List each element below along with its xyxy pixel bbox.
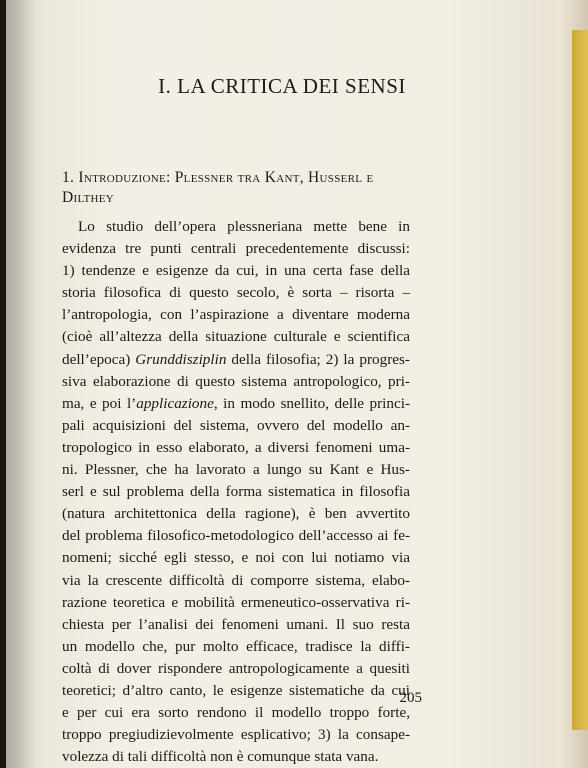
- section-title-line-2: Dilthey: [62, 189, 114, 206]
- section-title-line-1: 1. Introduzione: Plessner tra Kant, Husserl e: [62, 169, 374, 186]
- text-line: un modello che, pur molto efficace, tradisce la diffi-: [62, 637, 410, 655]
- text-line: nomeni; sicché egli stesso, e noi con lui notiamo via: [62, 549, 410, 567]
- text-line: via la crescente difficoltà di comporre sistema, elabo-: [62, 571, 410, 589]
- book-page: [6, 0, 556, 768]
- text-line: razione teoretica e mobilità ermeneutico-osservativa ri-: [62, 593, 410, 611]
- body-paragraph: [62, 216, 410, 768]
- text-line: evidenza tre punti centrali precedentemente discussi:: [62, 240, 410, 258]
- section-title: [62, 168, 407, 208]
- text-line: chiesta per l’analisi dei fenomeni umani. Il suo resta: [62, 615, 410, 633]
- text-line: l’antropologia, con l’aspirazione a diventare moderna: [62, 306, 410, 324]
- text-line: teoretici; d’altro canto, le esigenze sistematiche da cui: [62, 681, 410, 699]
- italic-term: applicazione: [136, 394, 214, 412]
- text-line: del problema filosofico-metodologico dell’accesso ai fe-: [62, 527, 410, 545]
- gutter-shadow: [8, 0, 38, 768]
- text-line: coltà di dover rispondere antropologicamente a quesiti: [62, 659, 410, 677]
- chapter-title: I. LA CRITICA DEI SENSI: [158, 74, 406, 98]
- text-line: tropologico in esso elaborato, a diversi fenomeni uma-: [62, 438, 410, 456]
- text-segment: dell’epoca): [62, 350, 136, 368]
- text-segment: della filosofia; 2) la progres-: [226, 350, 410, 368]
- text-line: storia filosofica di questo secolo, è sorta – risorta –: [62, 284, 410, 302]
- text-line: ni. Plessner, che ha lavorato a lungo su Kant e Hus-: [62, 461, 410, 479]
- italic-term: Grunddisziplin: [135, 350, 227, 368]
- text-line: (natura architettonica della ragione), è ben avvertito: [62, 505, 410, 523]
- page-number: 205: [399, 690, 422, 706]
- text-line: e per cui era sorto rendono il modello troppo forte,: [62, 704, 410, 722]
- text-line: [62, 349, 410, 371]
- text-line: [62, 393, 410, 415]
- text-line: (cioè all’altezza della situazione culturale e scientifica: [62, 328, 410, 346]
- text-line: pali acquisizioni del sistema, ovvero del modello an-: [62, 416, 410, 434]
- text-line: Lo studio dell’opera plessneriana mette bene in: [78, 218, 410, 235]
- text-line: siva elaborazione di questo sistema antropologico, pri-: [62, 372, 410, 390]
- book-cover-edge: [572, 30, 588, 730]
- text-segment: ma, e poi l’: [62, 394, 137, 412]
- text-segment: , in modo snellito, delle princi-: [213, 394, 410, 412]
- text-line: troppo pregiudizievolmente esplicativo; 3) la consape-: [62, 726, 410, 744]
- text-line: 1) tendenze e esigenze da cui, in una certa fase della: [62, 262, 410, 280]
- text-line: serl e sul problema della forma sistematica in filosofia: [62, 483, 410, 501]
- text-line: volezza di tali difficoltà non è comunque stata vana.: [62, 748, 379, 766]
